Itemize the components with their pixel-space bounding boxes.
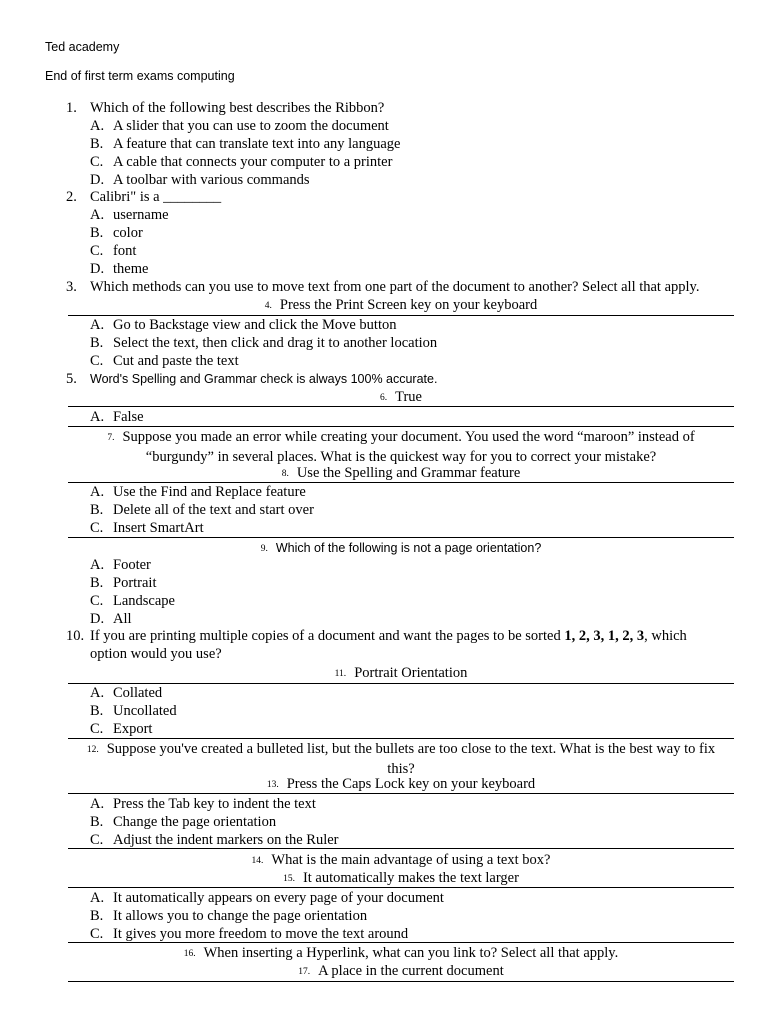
- question-text: Portrait Orientation: [354, 665, 468, 681]
- option-row: [0, 224, 768, 242]
- option-text: Use the Find and Replace feature: [113, 484, 306, 500]
- option-letter: A.: [90, 118, 105, 134]
- question-10-line-2: [0, 645, 768, 663]
- option-letter: C.: [90, 520, 104, 536]
- question-text: Press the Caps Lock key on your keyboard: [286, 776, 536, 792]
- option-letter: C.: [90, 353, 104, 369]
- option-text: Collated: [113, 685, 163, 701]
- option-letter: A.: [90, 890, 105, 906]
- question-text: option would you use?: [90, 646, 222, 662]
- option-row: [0, 153, 768, 171]
- question-text: What is the main advantage of using a text box?: [271, 852, 551, 868]
- option-letter: C.: [90, 243, 104, 259]
- question-number: 10.: [66, 628, 85, 644]
- option-row: [0, 408, 768, 426]
- option-text: color: [113, 225, 143, 241]
- option-text: A toolbar with various commands: [113, 172, 310, 188]
- option-text: Export: [113, 721, 153, 737]
- divider-line: [68, 887, 734, 888]
- question-14: [0, 851, 768, 869]
- question-number: 15.: [283, 874, 295, 884]
- option-row: [0, 574, 768, 592]
- option-letter: A.: [90, 685, 105, 701]
- option-row: [0, 501, 768, 519]
- option-letter: B.: [90, 814, 104, 830]
- option-row: [0, 352, 768, 370]
- option-letter: A.: [90, 484, 105, 500]
- option-row: [0, 206, 768, 224]
- option-letter: B.: [90, 225, 104, 241]
- option-text: False: [113, 409, 144, 425]
- option-letter: B.: [90, 335, 104, 351]
- option-row: [0, 556, 768, 574]
- option-row: [0, 684, 768, 702]
- option-letter: B.: [90, 703, 104, 719]
- question-number: 9.: [260, 544, 268, 554]
- question-number: 8.: [281, 469, 289, 479]
- question-text: Which methods can you use to move text from one part of the document to another? Select all that apply.: [90, 279, 700, 295]
- question-number: 13.: [266, 780, 279, 790]
- question-number: 14.: [251, 856, 264, 866]
- option-letter: C.: [90, 926, 104, 942]
- question-text: Press the Print Screen key on your keyboard: [279, 297, 538, 313]
- divider-line: [68, 426, 734, 427]
- question-text: A place in the current document: [318, 963, 504, 979]
- option-row: [0, 925, 768, 943]
- divider-line: [68, 848, 734, 849]
- option-text: A cable that connects your computer to a printer: [113, 154, 393, 170]
- option-text: Cut and paste the text: [113, 353, 239, 369]
- option-row: [0, 316, 768, 334]
- question-7: [68, 428, 734, 466]
- question-number: 12.: [86, 745, 99, 755]
- option-row: [0, 592, 768, 610]
- question-text: True: [395, 389, 422, 405]
- question-text: It automatically makes the text larger: [302, 870, 519, 886]
- question-13: [0, 775, 768, 793]
- question-text: Which of the following best describes the Ribbon?: [90, 100, 385, 116]
- option-letter: A.: [90, 796, 105, 812]
- divider-line: [68, 942, 734, 943]
- question-2: [0, 188, 768, 206]
- divider-line: [68, 738, 734, 739]
- option-text: Portrait: [113, 575, 157, 591]
- question-text: When inserting a Hyperlink, what can you link to? Select all that apply.: [203, 945, 619, 961]
- option-row: [0, 334, 768, 352]
- question-number: 3.: [66, 279, 77, 295]
- option-row: [0, 260, 768, 278]
- option-text: Insert SmartArt: [113, 520, 204, 536]
- question-number: 16.: [183, 949, 196, 959]
- question-number: 7.: [107, 433, 115, 443]
- option-letter: A.: [90, 557, 105, 573]
- question-text: Use the Spelling and Grammar feature: [296, 465, 521, 481]
- option-row: [0, 813, 768, 831]
- option-row: [0, 907, 768, 925]
- question-11: [0, 664, 768, 682]
- question-text-bold: 1, 2, 3, 1, 2, 3: [564, 628, 645, 644]
- question-15: [0, 869, 768, 887]
- option-text: Press the Tab key to indent the text: [113, 796, 316, 812]
- option-row: [0, 135, 768, 153]
- option-text: It allows you to change the page orientation: [113, 908, 368, 924]
- question-8: [0, 464, 768, 482]
- question-text: Which of the following is not a page orientation?: [275, 541, 542, 555]
- option-letter: C.: [90, 154, 104, 170]
- question-text: , which: [644, 628, 687, 644]
- option-letter: B.: [90, 502, 104, 518]
- option-row: [0, 795, 768, 813]
- question-1: [0, 99, 768, 117]
- option-row: [0, 610, 768, 628]
- option-row: [0, 483, 768, 501]
- option-text: A feature that can translate text into any language: [113, 136, 401, 152]
- school-name: Ted academy: [45, 40, 120, 54]
- question-text: If you are printing multiple copies of a document and want the pages to be sorted: [90, 628, 565, 644]
- question-number: 1.: [66, 100, 77, 116]
- option-text: username: [113, 207, 169, 223]
- divider-line: [68, 981, 734, 982]
- option-text: Select the text, then click and drag it to another location: [113, 335, 438, 351]
- option-row: [0, 171, 768, 189]
- divider-line: [68, 793, 734, 794]
- question-12: [68, 740, 734, 778]
- option-letter: D.: [90, 172, 105, 188]
- question-number: 5.: [66, 371, 77, 387]
- question-number: 2.: [66, 189, 77, 205]
- option-letter: C.: [90, 593, 104, 609]
- question-number: 4.: [264, 301, 272, 311]
- option-letter: A.: [90, 409, 105, 425]
- option-text: It automatically appears on every page of your document: [113, 890, 444, 906]
- question-line: [68, 428, 734, 448]
- question-text: Suppose you've created a bulleted list, but the bullets are too close to the text. What is the best way to fix: [106, 741, 716, 757]
- option-row: [0, 117, 768, 135]
- question-17: [0, 962, 768, 980]
- option-letter: C.: [90, 721, 104, 737]
- option-letter: A.: [90, 207, 105, 223]
- question-number: 17.: [298, 967, 311, 977]
- option-text: theme: [113, 261, 149, 277]
- question-text: Word's Spelling and Grammar check is always 100% accurate.: [90, 372, 438, 386]
- option-text: Adjust the indent markers on the Ruler: [113, 832, 339, 848]
- question-10: [0, 627, 768, 645]
- option-text: Go to Backstage view and click the Move button: [113, 317, 397, 333]
- divider-line: [68, 537, 734, 538]
- question-9: [0, 539, 768, 557]
- question-text: Calibri" is a ________: [90, 189, 222, 205]
- option-letter: B.: [90, 136, 104, 152]
- question-line: “burgundy” in several places. What is the quickest way for you to correct your mistake?: [145, 449, 657, 465]
- option-row: [0, 702, 768, 720]
- question-4: [0, 296, 768, 314]
- question-3: [0, 278, 768, 296]
- option-letter: B.: [90, 908, 104, 924]
- option-text: font: [113, 243, 137, 259]
- question-16: [0, 944, 768, 962]
- option-row: [0, 519, 768, 537]
- option-row: [0, 831, 768, 849]
- option-text: Landscape: [113, 593, 175, 609]
- question-number: 6.: [380, 393, 388, 403]
- question-text: Suppose you made an error while creating your document. You used the word “maroon” instead of: [122, 429, 695, 445]
- option-text: Footer: [113, 557, 151, 573]
- question-6: [0, 388, 768, 406]
- question-5: [0, 370, 768, 388]
- option-letter: A.: [90, 317, 105, 333]
- option-row: [0, 720, 768, 738]
- option-row: [0, 889, 768, 907]
- exam-title: End of first term exams computing: [45, 69, 235, 83]
- option-letter: B.: [90, 575, 104, 591]
- option-text: It gives you more freedom to move the text around: [113, 926, 409, 942]
- question-number: 11.: [334, 669, 347, 679]
- option-text: A slider that you can use to zoom the document: [113, 118, 389, 134]
- option-letter: D.: [90, 611, 105, 627]
- option-text: Delete all of the text and start over: [113, 502, 314, 518]
- option-text: Uncollated: [113, 703, 177, 719]
- question-line: [68, 740, 734, 760]
- option-letter: C.: [90, 832, 104, 848]
- option-row: [0, 242, 768, 260]
- option-text: All: [113, 611, 132, 627]
- question-line: this?: [387, 761, 415, 777]
- option-text: Change the page orientation: [113, 814, 277, 830]
- divider-line: [68, 406, 734, 407]
- option-letter: D.: [90, 261, 105, 277]
